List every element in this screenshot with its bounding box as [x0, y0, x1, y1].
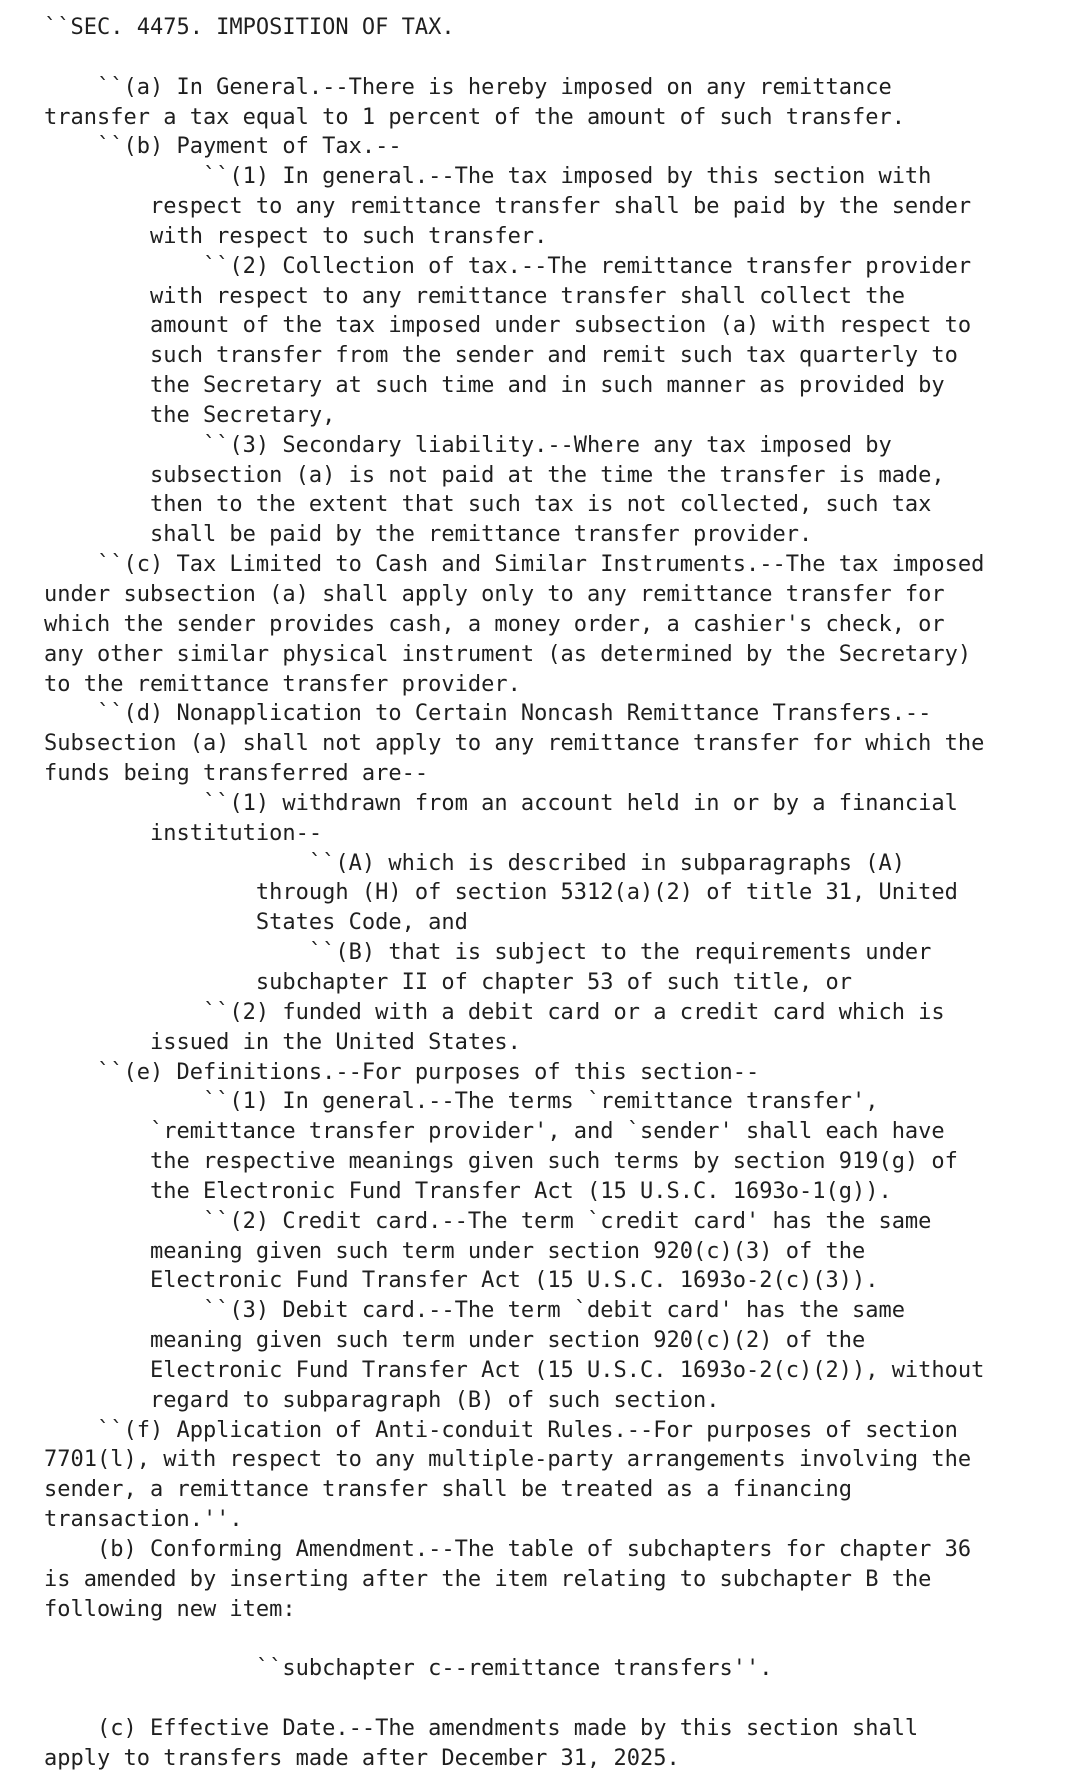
text-line: ``(2) Credit card.--The term `credit card' has the same — [44, 1208, 932, 1234]
text-line: ``SEC. 4475. IMPOSITION OF TAX. — [44, 15, 455, 40]
text-line: such transfer from the sender and remit such tax quarterly to — [44, 343, 958, 369]
text-line: funds being transferred are-- — [44, 761, 429, 787]
text-line: Electronic Fund Transfer Act (15 U.S.C. 1693o-2(c)(2)), without — [44, 1357, 985, 1383]
text-line — [44, 1684, 984, 1714]
text-line: ``(2) funded with a debit card or a credit card which is — [44, 999, 945, 1025]
text-line: subchapter II of chapter 53 of such title, or — [44, 969, 852, 995]
text-line: ``subchapter c--remittance transfers''. — [44, 1656, 773, 1682]
text-line: with respect to such transfer. — [44, 223, 548, 249]
text-line: ``(b) Payment of Tax.-- — [44, 134, 402, 160]
text-line: respect to any remittance transfer shall be paid by the sender — [44, 194, 972, 220]
text-line — [44, 43, 984, 73]
text-line: ``(A) which is described in subparagraphs (A) — [44, 850, 905, 876]
text-line: Subsection (a) shall not apply to any remittance transfer for which the — [44, 731, 985, 757]
text-line: shall be paid by the remittance transfer provider. — [44, 522, 813, 548]
text-line: institution-- — [44, 820, 323, 846]
text-line: ``(1) withdrawn from an account held in or by a financial — [44, 790, 958, 816]
text-line: ``(a) In General.--There is hereby imposed on any remittance — [44, 74, 892, 100]
text-line: the Electronic Fund Transfer Act (15 U.S.C. 1693o-1(g)). — [44, 1178, 892, 1204]
text-line: amount of the tax imposed under subsection (a) with respect to — [44, 313, 972, 339]
text-line: transaction.''. — [44, 1507, 243, 1533]
text-line: (b) Conforming Amendment.--The table of subchapters for chapter 36 — [44, 1537, 972, 1563]
text-line: is amended by inserting after the item relating to subchapter B the — [44, 1566, 932, 1592]
text-line: the respective meanings given such terms by section 919(g) of — [44, 1149, 958, 1175]
text-line: sender, a remittance transfer shall be treated as a financing — [44, 1477, 852, 1503]
text-line: ``(e) Definitions.--For purposes of this section-- — [44, 1059, 760, 1085]
text-line — [44, 1625, 984, 1655]
text-line: under subsection (a) shall apply only to any remittance transfer for — [44, 582, 945, 608]
text-line: following new item: — [44, 1596, 296, 1622]
text-line: apply to transfers made after December 31, 2025. — [44, 1745, 680, 1771]
text-line: States Code, and — [44, 910, 468, 936]
text-line: (c) Effective Date.--The amendments made by this section shall — [44, 1716, 919, 1742]
text-line: ``(3) Debit card.--The term `debit card' has the same — [44, 1298, 905, 1324]
text-line: ``(c) Tax Limited to Cash and Similar Instruments.--The tax imposed — [44, 552, 985, 578]
text-line: regard to subparagraph (B) of such section. — [44, 1387, 720, 1413]
text-line: meaning given such term under section 920(c)(3) of the — [44, 1238, 866, 1264]
text-line: the Secretary, — [44, 402, 336, 428]
text-line: ``(1) In general.--The tax imposed by this section with — [44, 164, 932, 190]
text-line: ``(d) Nonapplication to Certain Noncash Remittance Transfers.-- — [44, 701, 932, 727]
text-line: with respect to any remittance transfer shall collect the — [44, 283, 905, 309]
text-line: Electronic Fund Transfer Act (15 U.S.C. 1693o-2(c)(3)). — [44, 1268, 879, 1294]
text-line: `remittance transfer provider', and `sender' shall each have — [44, 1119, 945, 1145]
text-line: transfer a tax equal to 1 percent of the amount of such transfer. — [44, 104, 905, 130]
text-line: through (H) of section 5312(a)(2) of title 31, United — [44, 880, 958, 906]
text-line: ``(2) Collection of tax.--The remittance transfer provider — [44, 253, 972, 279]
text-line: 7701(l), with respect to any multiple-party arrangements involving the — [44, 1447, 972, 1473]
text-line: ``(B) that is subject to the requirements under — [44, 940, 932, 966]
text-line: to the remittance transfer provider. — [44, 671, 521, 697]
text-line: which the sender provides cash, a money order, a cashier's check, or — [44, 611, 945, 637]
text-line: ``(f) Application of Anti-conduit Rules.--For purposes of section — [44, 1417, 958, 1443]
text-line: ``(3) Secondary liability.--Where any tax imposed by — [44, 432, 892, 458]
text-line: then to the extent that such tax is not collected, such tax — [44, 492, 932, 518]
text-line: meaning given such term under section 920(c)(2) of the — [44, 1328, 866, 1354]
legislative-text-document — [44, 13, 984, 1774]
text-line: ``(1) In general.--The terms `remittance transfer', — [44, 1089, 879, 1115]
text-line: any other similar physical instrument (as determined by the Secretary) — [44, 641, 972, 667]
text-line: the Secretary at such time and in such manner as provided by — [44, 373, 945, 399]
text-line: issued in the United States. — [44, 1029, 521, 1055]
text-line: subsection (a) is not paid at the time the transfer is made, — [44, 462, 945, 488]
